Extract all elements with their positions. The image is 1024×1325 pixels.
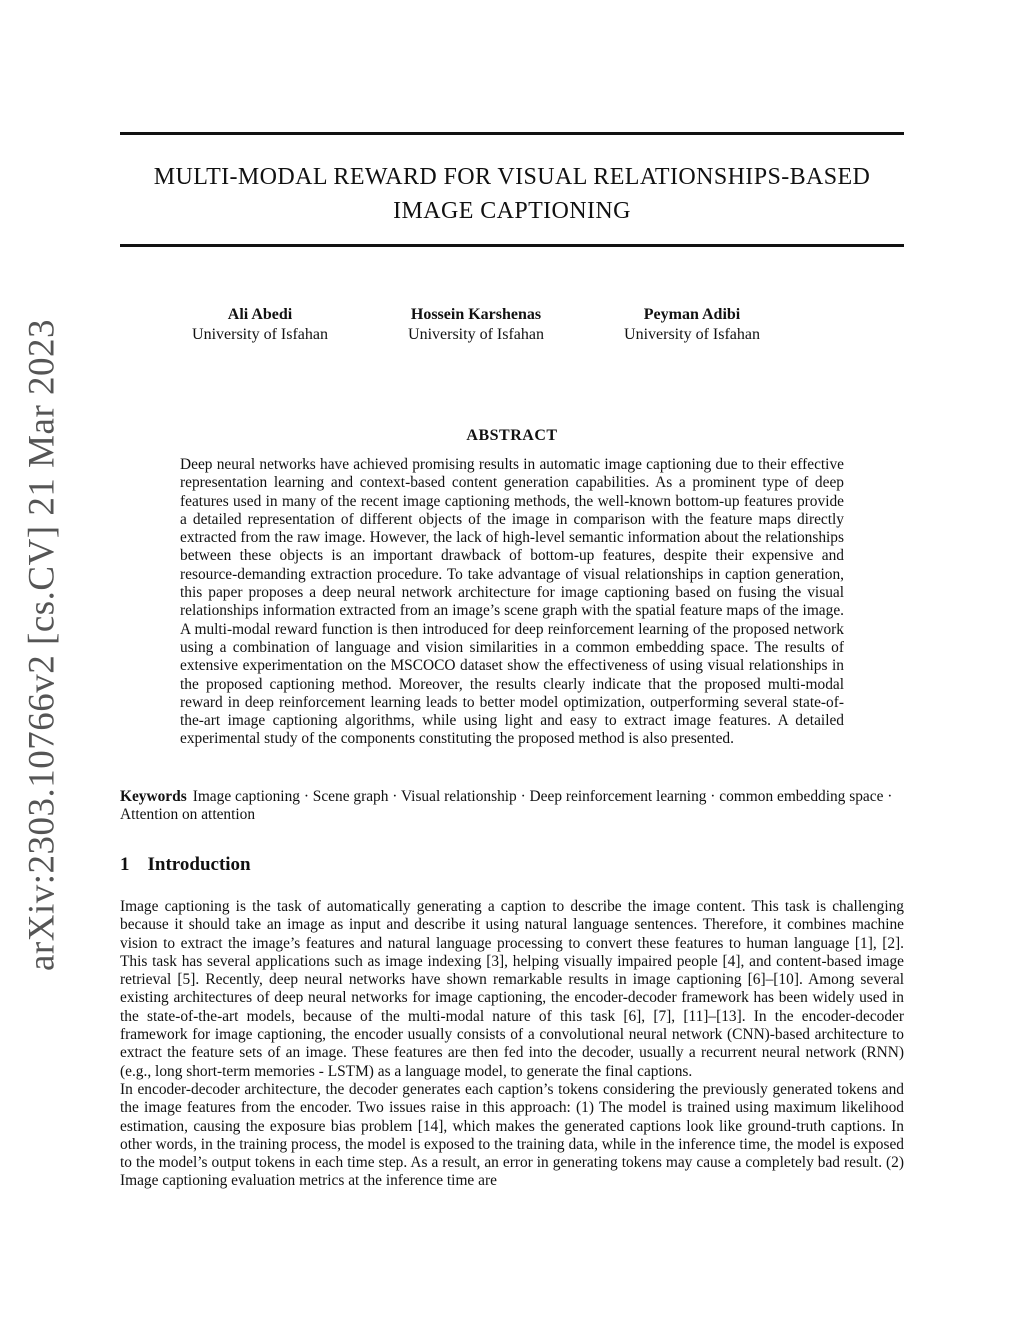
section-heading-introduction [120,854,251,876]
introduction-body [120,898,904,1191]
title-top-rule [120,132,904,135]
abstract-heading: ABSTRACT [466,427,558,444]
title-bottom-rule [120,244,904,247]
author-affiliation: University of Isfahan [408,326,544,343]
paragraph-1: Image captioning is the task of automatically generating a caption to describe the image content. This task is challenging because it should take an image as input and describe it using natural language sentences. Therefore, it combines machine vision to extract the image’s features and natural language processing to convert these features to human language [1], [2]. This task has several applications such as image indexing [3], helping visually impaired people [4], and content-based image retrieval [5]. Recently, deep neural networks have shown remarkable results in image captioning [6]–[10]. Among several existing architectures of deep neural networks for image captioning, the encoder-decoder framework has been widely used in the state-of-the-art models, because of the multi-modal nature of this task [6], [7], [11]–[13]. In the encoder-decoder framework for image captioning, the encoder usually consists of a convolutional neural network (CNN)-based architecture to extract the feature sets of an image. These features are then fed into the decoder, usually a recurrent neural network (RNN) (e.g., long short-term memories - LSTM) as a language model, to generate the final captions. [120,898,904,1080]
author-1 [140,305,380,345]
keywords-label: Keywords [120,788,187,805]
paper-title [120,160,904,228]
abstract-text: Deep neural networks have achieved promising results in automatic image captioning due to their effective representation learning and context-based content generation capabilities. As a prominent type of deep features used in many of the recent image captioning methods, the well-known bottom-up features provide a detailed representation of different objects of the image in comparison with the feature maps directly extracted from the raw image. However, the lack of high-level semantic information about the relationships between these objects is an important drawback of bottom-up features, despite their expensive and resource-demanding extraction procedure. To take advantage of visual relationships in caption generation, this paper proposes a deep neural network architecture for image captioning based on fusing the visual relationships information extracted from an image’s scene graph with the spatial feature maps of the image. A multi-modal reward function is then introduced for deep reinforcement learning of the proposed network using a combination of language and vision similarities in a common embedding space. The results of extensive experimentation on the MSCOCO dataset show the effectiveness of using visual relationships in the proposed captioning method. Moreover, the results clearly indicate that the proposed multi-modal reward in deep reinforcement learning leads to better model optimization, outperforming several state-of-the-art image captioning algorithms, while using light and easy to extract image features. A detailed experimental study of the components constituting the proposed method is also presented. [180,456,844,748]
title-line-1: MULTI-MODAL REWARD FOR VISUAL RELATIONSHIPS-BASED [153,164,871,190]
author-3 [572,305,812,345]
keywords [120,788,904,825]
arxiv-side-stamp: arXiv:2303.10766v2 [cs.CV] 21 Mar 2023 [21,318,63,972]
author-2 [356,305,596,345]
author-affiliation: University of Isfahan [624,326,760,343]
section-title: Introduction [147,854,251,875]
author-name: Peyman Adibi [643,306,741,323]
paragraph-2: In encoder-decoder architecture, the decoder generates each caption’s tokens considering the previously generated tokens and the image features from the encoder. Two issues raise in this approach: (1) The model is trained using maximum likelihood estimation, causing the exposure bias problem [14], which makes the generated captions look like ground-truth captions. In other words, in the training process, the model is exposed to the training data, while in the inference time, the model is exposed to the model’s output tokens in each time step. As a result, an error in generating tokens may cause a completely bad result. (2) Image captioning evaluation metrics at the inference time are [120,1080,904,1190]
keywords-text: Image captioning · Scene graph · Visual relationship · Deep reinforcement learning · common embedding space · Attention on attention [120,788,893,824]
title-line-2: IMAGE CAPTIONING [393,198,631,224]
author-name: Ali Abedi [227,306,293,323]
author-affiliation: University of Isfahan [192,326,328,343]
author-name: Hossein Karshenas [410,306,542,323]
section-number: 1 [120,854,130,875]
